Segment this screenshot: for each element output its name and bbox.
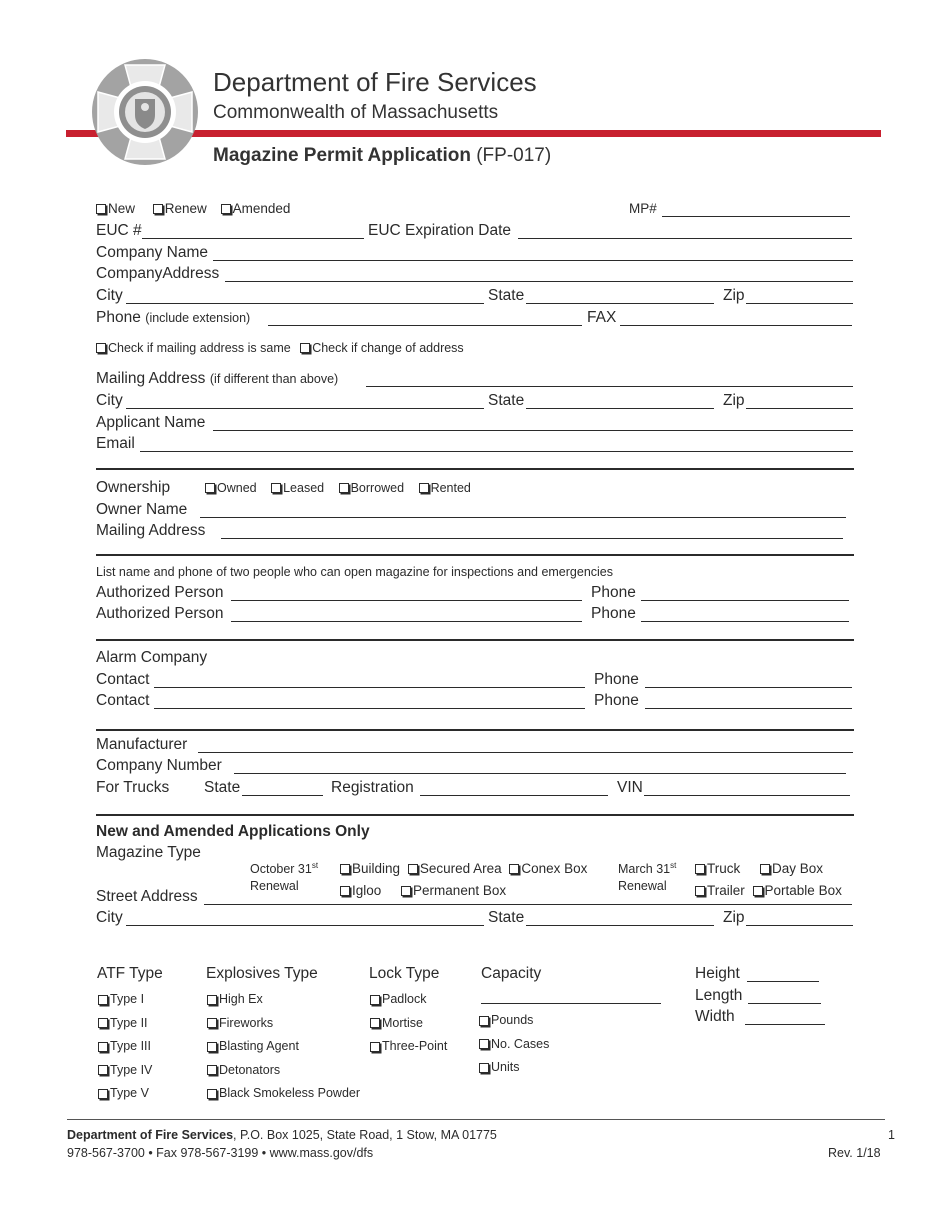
magazine-state-field[interactable]: [526, 925, 714, 926]
magazine-city-label: City: [96, 909, 123, 926]
magazine-type-label: Magazine Type: [96, 844, 201, 861]
blasting-agent-checkbox[interactable]: [207, 1036, 299, 1058]
no-cases-label: No. Cases: [491, 1036, 550, 1051]
mailing-zip-field[interactable]: [746, 408, 853, 409]
checkbox-icon: [479, 1063, 489, 1073]
form-title: [213, 145, 551, 167]
authorized-phone-field[interactable]: [641, 600, 849, 601]
truck-checkbox[interactable]: [695, 861, 740, 876]
section-divider: [96, 814, 854, 816]
october-renewal-label: [250, 857, 318, 895]
length-field[interactable]: [748, 1003, 821, 1004]
march-renewal-text: Renewal: [618, 879, 667, 894]
ownership-label: Ownership: [96, 479, 171, 496]
checkbox-icon: [695, 886, 705, 896]
zip-label: Zip: [723, 287, 745, 304]
checkbox-icon: [207, 1042, 217, 1052]
mailing-address-text: Mailing Address: [96, 370, 206, 387]
mailing-address-label: [96, 370, 338, 388]
checkbox-icon: [509, 864, 519, 874]
checkbox-icon: [408, 864, 418, 874]
checkbox-icon: [207, 1018, 217, 1028]
checkbox-icon: [205, 483, 215, 493]
authorized-phone-field[interactable]: [641, 621, 849, 622]
amended-checkbox[interactable]: [221, 201, 291, 216]
footer-org: Department of Fire Services: [67, 1128, 234, 1142]
checkbox-icon: [207, 995, 217, 1005]
section-divider: [96, 554, 854, 556]
owner-mailing-label: Mailing Address: [96, 522, 206, 539]
new-checkbox[interactable]: [96, 201, 135, 216]
day-box-label: Day Box: [772, 861, 824, 876]
checkbox-icon: [96, 343, 106, 353]
secured-area-checkbox[interactable]: [408, 861, 502, 876]
mortise-label: Mortise: [382, 1015, 423, 1030]
igloo-label: Igloo: [352, 883, 382, 898]
alarm-phone-label: Phone: [594, 692, 639, 709]
section-divider: [96, 729, 854, 731]
phone-text: Phone: [96, 309, 141, 326]
checkbox-icon: [479, 1016, 489, 1026]
portable-box-label: Portable Box: [764, 883, 842, 898]
checkbox-icon: [221, 204, 231, 214]
black-smokeless-powder-label: Black Smokeless Powder: [219, 1086, 361, 1101]
company-name-field[interactable]: [213, 260, 853, 261]
mortise-checkbox[interactable]: [370, 1013, 423, 1035]
length-label: Length: [695, 987, 743, 1004]
euc-expiration-label: EUC Expiration Date: [368, 222, 512, 239]
igloo-checkbox[interactable]: [340, 883, 381, 898]
dfs-seal-icon: [90, 57, 200, 167]
mailing-state-label: State: [488, 392, 525, 409]
magazine-zip-field[interactable]: [746, 925, 853, 926]
atf-type-3-checkbox[interactable]: [98, 1036, 151, 1058]
street-address-field[interactable]: [204, 904, 852, 905]
rented-label: Rented: [430, 481, 471, 495]
alarm-phone-field[interactable]: [645, 687, 852, 688]
three-point-checkbox[interactable]: [370, 1036, 447, 1058]
detonators-label: Detonators: [219, 1062, 281, 1077]
change-address-checkbox[interactable]: [300, 341, 463, 355]
mailing-zip-label: Zip: [723, 392, 745, 409]
checkbox-icon: [207, 1065, 217, 1075]
email-field[interactable]: [140, 451, 853, 452]
renew-checkbox[interactable]: [153, 201, 207, 216]
authorized-note: List name and phone of two people who can open magazine for inspections and emergencies: [96, 565, 614, 579]
same-mailing-checkbox[interactable]: [96, 341, 291, 355]
alarm-phone-field[interactable]: [645, 708, 852, 709]
revision: Rev. 1/18: [828, 1146, 881, 1160]
october-renewal-text: Renewal: [250, 879, 299, 894]
width-label: Width: [695, 1008, 735, 1025]
checkbox-icon: [479, 1039, 489, 1049]
units-checkbox[interactable]: [479, 1057, 519, 1079]
commonwealth-subtitle: Commonwealth of Massachusetts: [213, 102, 499, 123]
authorized-person-label: Authorized Person: [96, 584, 224, 601]
atf-type-3-label: Type III: [110, 1039, 151, 1054]
rented-checkbox[interactable]: [419, 481, 471, 495]
vin-field[interactable]: [644, 795, 850, 796]
city-label: City: [96, 287, 123, 304]
three-point-label: Three-Point: [382, 1039, 448, 1054]
checkbox-icon: [98, 1042, 108, 1052]
authorized-person-field[interactable]: [231, 600, 582, 601]
footer-address: [67, 1128, 497, 1142]
atf-type-1-label: Type I: [110, 992, 145, 1006]
phone-label: [96, 309, 250, 327]
manufacturer-field[interactable]: [198, 752, 853, 753]
day-box-checkbox[interactable]: [760, 861, 823, 876]
euc-expiration-field[interactable]: [518, 238, 852, 239]
same-mailing-label: Check if mailing address is same: [108, 341, 291, 355]
zip-field[interactable]: [746, 303, 853, 304]
truck-label: Truck: [707, 861, 741, 876]
padlock-checkbox[interactable]: [370, 989, 426, 1011]
mailing-state-field[interactable]: [526, 408, 714, 409]
units-label: Units: [491, 1060, 520, 1075]
alarm-phone-label: Phone: [594, 671, 639, 688]
registration-label: Registration: [331, 779, 414, 796]
owned-checkbox[interactable]: [205, 481, 257, 495]
atf-type-4-label: Type IV: [110, 1062, 153, 1077]
registration-field[interactable]: [420, 795, 608, 796]
manufacturer-label: Manufacturer: [96, 736, 188, 753]
company-number-label: Company Number: [96, 757, 222, 774]
section-divider: [96, 639, 854, 641]
portable-box-checkbox[interactable]: [753, 883, 842, 898]
atf-type-label: ATF Type: [97, 965, 163, 982]
footer-divider: [67, 1119, 885, 1120]
checkbox-icon: [271, 483, 281, 493]
width-field[interactable]: [745, 1024, 825, 1025]
fireworks-checkbox[interactable]: [207, 1013, 273, 1035]
checkbox-icon: [300, 343, 310, 353]
authorized-phone-label: Phone: [591, 605, 636, 622]
building-label: Building: [352, 861, 401, 876]
checkbox-icon: [401, 886, 411, 896]
height-label: Height: [695, 965, 740, 982]
page-number: 1: [888, 1128, 895, 1142]
owner-name-label: Owner Name: [96, 501, 188, 518]
fax-field[interactable]: [620, 325, 852, 326]
mp-number-label: MP#: [629, 201, 657, 216]
checkbox-icon: [340, 886, 350, 896]
phone-note: (include extension): [145, 311, 251, 325]
mailing-city-field[interactable]: [126, 408, 484, 409]
company-number-field[interactable]: [234, 773, 846, 774]
checkbox-icon: [370, 1018, 380, 1028]
october-renewal-suffix: st: [311, 861, 319, 870]
truck-state-field[interactable]: [242, 795, 323, 796]
magazine-state-label: State: [488, 909, 525, 926]
new-amended-heading: New and Amended Applications Only: [96, 823, 370, 840]
blasting-agent-label: Blasting Agent: [219, 1039, 299, 1054]
borrowed-label: Borrowed: [350, 481, 405, 495]
new-label: New: [108, 201, 136, 216]
no-cases-checkbox[interactable]: [479, 1034, 549, 1056]
department-title: Department of Fire Services: [213, 67, 537, 97]
checkbox-icon: [370, 1042, 380, 1052]
mailing-address-field[interactable]: [366, 386, 853, 387]
alarm-contact-label: Contact: [96, 671, 150, 688]
borrowed-checkbox[interactable]: [339, 481, 405, 495]
atf-type-1-checkbox[interactable]: [98, 989, 144, 1011]
black-smokeless-powder-checkbox[interactable]: [207, 1083, 360, 1105]
height-field[interactable]: [747, 981, 819, 982]
checkbox-icon: [98, 1065, 108, 1075]
for-trucks-label: For Trucks: [96, 779, 170, 796]
section-divider: [96, 468, 854, 470]
permanent-box-checkbox[interactable]: [401, 883, 506, 898]
renew-label: Renew: [164, 201, 207, 216]
checkbox-icon: [153, 204, 163, 214]
leased-checkbox[interactable]: [271, 481, 324, 495]
applicant-name-field[interactable]: [213, 430, 853, 431]
checkbox-icon: [753, 886, 763, 896]
atf-type-5-label: Type V: [110, 1086, 149, 1101]
footer-address-text: , P.O. Box 1025, State Road, 1 Stow, MA 01775: [233, 1128, 497, 1142]
checkbox-icon: [370, 995, 380, 1005]
city-field[interactable]: [126, 303, 484, 304]
atf-type-2-label: Type II: [110, 1015, 148, 1030]
mailing-address-note: (if different than above): [209, 372, 339, 386]
atf-type-2-checkbox[interactable]: [98, 1013, 148, 1035]
email-label: Email: [96, 435, 135, 452]
alarm-contact-field[interactable]: [154, 687, 585, 688]
owner-mailing-field[interactable]: [221, 538, 843, 539]
building-checkbox[interactable]: [340, 861, 400, 876]
fireworks-label: Fireworks: [219, 1015, 274, 1030]
padlock-label: Padlock: [382, 992, 427, 1006]
checkbox-icon: [340, 864, 350, 874]
mailing-city-label: City: [96, 392, 123, 409]
detonators-checkbox[interactable]: [207, 1060, 280, 1082]
checkbox-icon: [760, 864, 770, 874]
state-field[interactable]: [526, 303, 714, 304]
owned-label: Owned: [217, 481, 257, 495]
company-address-label: CompanyAddress: [96, 265, 220, 282]
change-address-label: Check if change of address: [312, 341, 464, 355]
alarm-company-label: Alarm Company: [96, 649, 208, 666]
trailer-label: Trailer: [707, 883, 745, 898]
mp-number-field[interactable]: [662, 216, 850, 217]
checkbox-icon: [98, 1089, 108, 1099]
march-renewal-label: [618, 857, 676, 895]
amended-label: Amended: [232, 201, 291, 216]
owner-name-field[interactable]: [200, 517, 846, 518]
checkbox-icon: [695, 864, 705, 874]
explosives-type-label: Explosives Type: [206, 965, 318, 982]
authorized-person-field[interactable]: [231, 621, 582, 622]
street-address-label: Street Address: [96, 888, 198, 905]
footer-contact: 978-567-3700 • Fax 978-567-3199 • www.mass.gov/dfs: [67, 1146, 374, 1160]
high-ex-checkbox[interactable]: [207, 989, 263, 1011]
company-address-field[interactable]: [225, 281, 853, 282]
checkbox-icon: [419, 483, 429, 493]
checkbox-icon: [98, 995, 108, 1005]
secured-area-label: Secured Area: [419, 861, 502, 876]
high-ex-label: High Ex: [219, 992, 263, 1006]
company-name-label: Company Name: [96, 244, 208, 261]
atf-type-5-checkbox[interactable]: [98, 1083, 149, 1105]
checkbox-icon: [207, 1089, 217, 1099]
capacity-field[interactable]: [481, 1003, 661, 1004]
march-renewal-date: March 31: [618, 862, 671, 877]
euc-field[interactable]: [142, 238, 364, 239]
form-title-name: Magazine Permit Application: [213, 145, 471, 166]
phone-field[interactable]: [268, 325, 582, 326]
conex-box-checkbox[interactable]: [509, 861, 587, 876]
leased-label: Leased: [283, 481, 325, 495]
authorized-person-label: Authorized Person: [96, 605, 224, 622]
vin-label: VIN: [617, 779, 643, 796]
atf-type-4-checkbox[interactable]: [98, 1060, 152, 1082]
permanent-box-label: Permanent Box: [413, 883, 507, 898]
form-code: (FP-017): [476, 145, 552, 166]
checkbox-icon: [96, 204, 106, 214]
alarm-contact-label: Contact: [96, 692, 150, 709]
capacity-label: Capacity: [481, 965, 542, 982]
authorized-phone-label: Phone: [591, 584, 636, 601]
october-renewal-date: October 31: [250, 862, 312, 877]
march-renewal-suffix: st: [670, 861, 677, 870]
lock-type-label: Lock Type: [369, 965, 440, 982]
checkbox-icon: [339, 483, 349, 493]
state-label: State: [488, 287, 525, 304]
conex-box-label: Conex Box: [521, 861, 588, 876]
pounds-label: Pounds: [491, 1013, 534, 1027]
euc-label: EUC #: [96, 222, 142, 239]
truck-state-label: State: [204, 779, 241, 796]
applicant-name-label: Applicant Name: [96, 414, 206, 431]
fax-label: FAX: [587, 309, 617, 326]
magazine-zip-label: Zip: [723, 909, 745, 926]
checkbox-icon: [98, 1018, 108, 1028]
pounds-checkbox[interactable]: [479, 1010, 533, 1032]
alarm-contact-field[interactable]: [154, 708, 585, 709]
trailer-checkbox[interactable]: [695, 883, 745, 898]
magazine-city-field[interactable]: [126, 925, 484, 926]
